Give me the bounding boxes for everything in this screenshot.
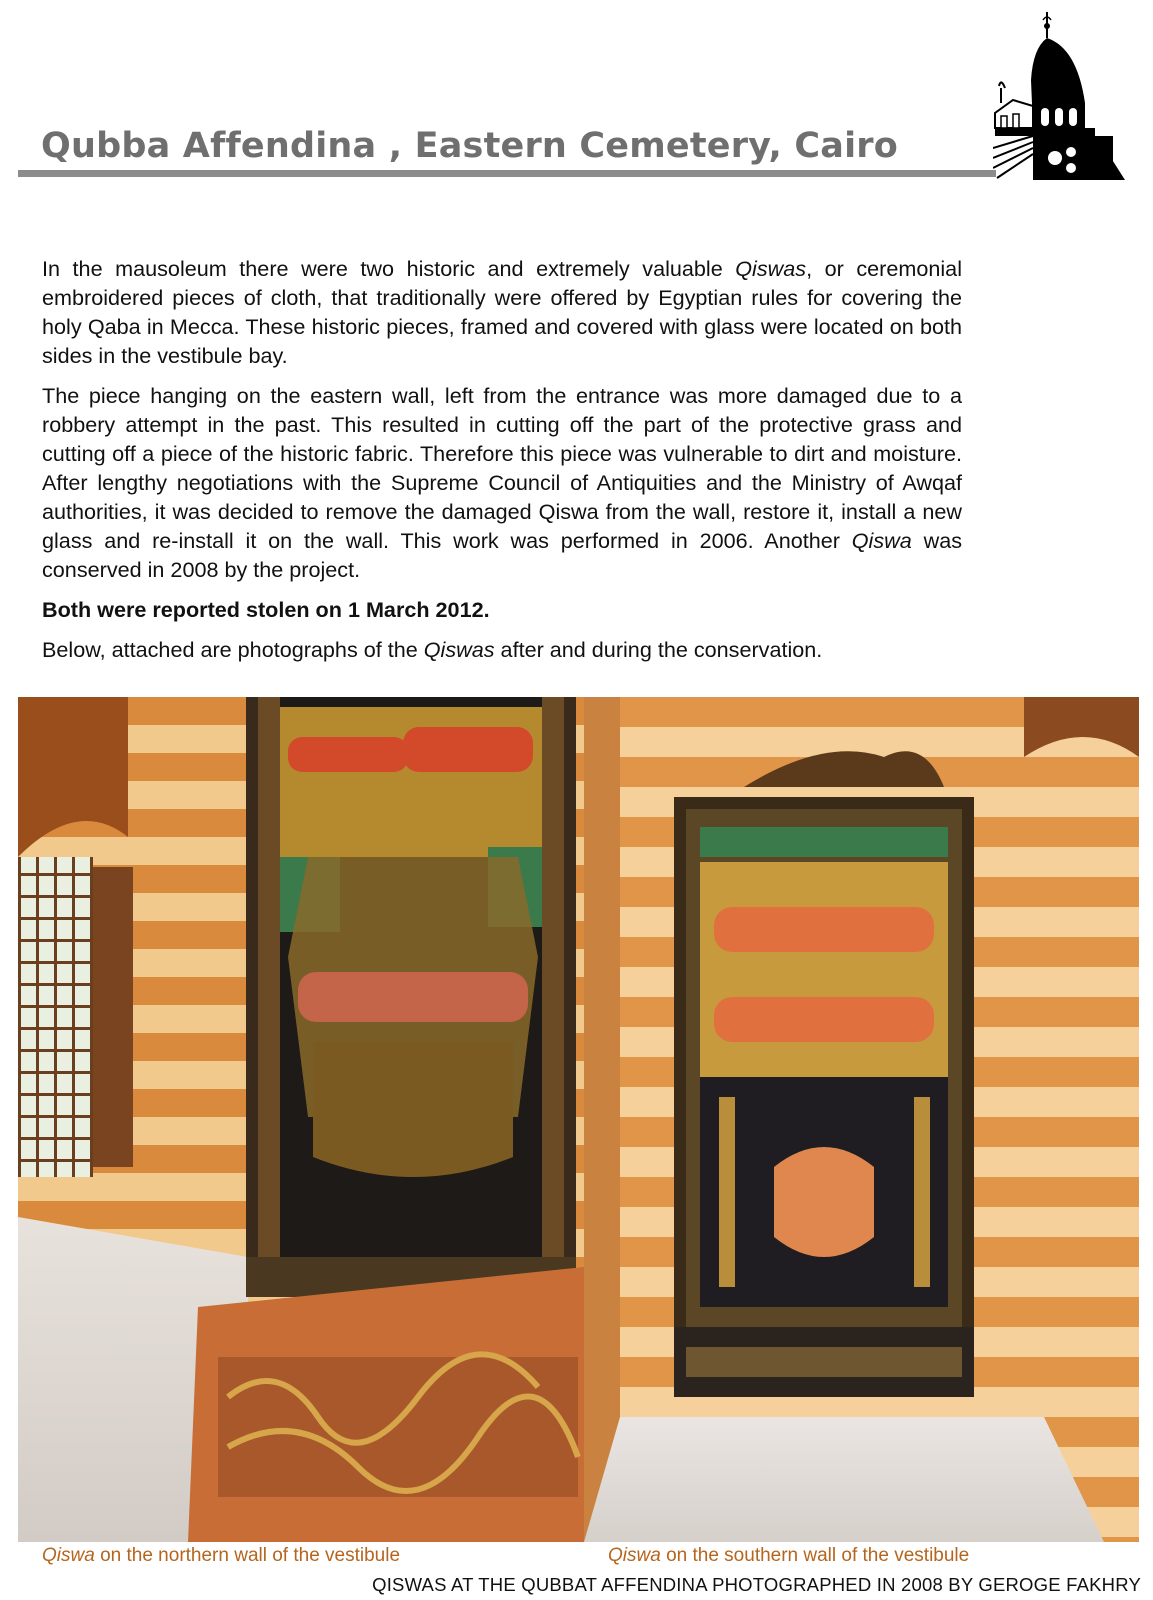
photo-qiswa-southern-wall <box>584 697 1139 1542</box>
photo-credit: QISWAS AT THE QUBBAT AFFENDINA PHOTOGRAPHED IN 2008 BY GEROGE FAKHRY <box>372 1574 1141 1595</box>
caption-northern-wall: Qiswa on the northern wall of the vestibule <box>42 1545 401 1566</box>
paragraph-stolen-notice: Both were reported stolen on 1 March 2012. <box>42 597 490 622</box>
photo-qiswa-northern-wall <box>18 697 584 1542</box>
page-header <box>0 0 1153 190</box>
caption-southern-wall: Qiswa on the southern wall of the vestibule <box>608 1545 970 1566</box>
mosque-dome-logo-icon <box>993 8 1125 180</box>
paragraph-conservation: The piece hanging on the eastern wall, left from the entrance was more damaged due to a robbery attempt in the past. This resulted in cutting off the part of the protective grass and cutting off a piece of the historic fabric. Therefore this piece was vulnerable to dirt and moisture. After lengthy negotiations with the Supreme Council of Antiquities and the Ministry of Awqaf authorities, it was decided to remove the damaged Qiswa from the wall, restore it, install a new glass and re-install it on the wall. This work was performed in 2006. Another Qiswa was conserved in 2008 by the project. <box>42 383 962 582</box>
page-title: Qubba Affendina , Eastern Cemetery, Cairo <box>41 126 898 166</box>
paragraph-intro: In the mausoleum there were two historic and extremely valuable Qiswas, or ceremonial embroidered pieces of cloth, that traditionally were offered by Egyptian rules for covering the holy Qaba in Mecca. These historic pieces, framed and covered with glass were located on both sides in the vestibule bay. <box>42 256 962 368</box>
paragraph-photos-intro: Below, attached are photographs of the Qiswas after and during the conservation. <box>42 637 823 662</box>
body-text <box>42 254 962 675</box>
title-underline <box>18 170 996 177</box>
